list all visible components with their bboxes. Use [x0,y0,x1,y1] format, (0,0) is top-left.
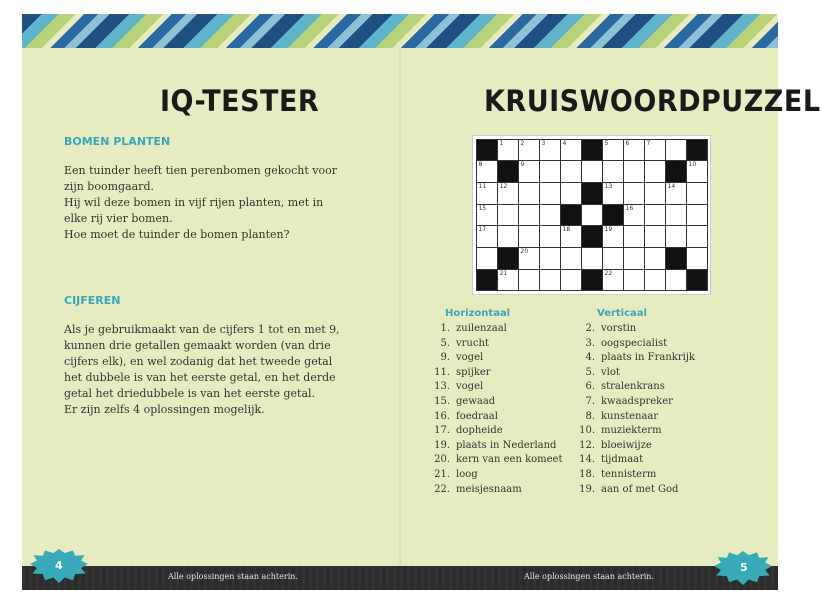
clue-number: 4. [585,352,595,364]
clue-item [430,483,562,498]
crossword-grid [473,136,710,294]
crossword-cell[interactable] [644,247,666,270]
crossword-cell[interactable] [497,139,519,162]
clue-text: foedraal [456,410,498,422]
crossword-cell[interactable] [686,225,708,248]
crossword-black-cell [476,139,498,162]
crossword-clue-number: 21 [499,269,508,277]
clue-text: dopheide [456,425,503,437]
clue-item [575,453,695,468]
crossword-cell[interactable] [623,182,645,205]
crossword-cell[interactable] [602,139,624,162]
text-line: Hoe moet de tuinder de bomen planten? [64,228,290,241]
crossword-clue-number: 17 [478,226,487,234]
clue-text: plaats in Frankrijk [601,352,695,364]
clue-text: gewaad [456,395,496,407]
clue-number: 20. [434,454,450,466]
clue-text: spijker [456,366,491,378]
clue-item [575,424,695,439]
crossword-cell[interactable] [476,225,498,248]
clue-text: aan of met God [601,483,679,495]
crossword-cell[interactable] [539,204,561,227]
clue-text: vlot [601,366,620,378]
crossword-clue-number: 15 [478,204,487,212]
clue-item [430,424,562,439]
crossword-black-cell [686,269,708,292]
clue-number: 11. [434,366,450,378]
crossword-cell[interactable] [560,139,582,162]
crossword-cell[interactable] [581,204,603,227]
text-line: zijn boomgaard. [64,180,154,193]
crossword-black-cell [560,204,582,227]
crossword-cell[interactable] [476,204,498,227]
page-footer-band [22,566,778,590]
text-line: Als je gebruikmaakt van de cijfers 1 tot en met 9, [64,323,340,336]
crossword-black-cell [581,225,603,248]
crossword-clue-number: 19 [604,226,613,234]
crossword-clue-number: 2 [520,139,525,147]
vertical-clues-heading: Verticaal [597,308,647,319]
clue-item [430,439,562,454]
crossword-cell[interactable] [518,269,540,292]
clue-text: kunstenaar [601,410,659,422]
clue-number: 18. [579,468,595,480]
clue-item [575,322,695,337]
vertical-clues-list [575,322,695,497]
crossword-cell[interactable] [665,182,687,205]
crossword-clue-number: 13 [604,182,613,190]
crossword-cell[interactable] [686,182,708,205]
crossword-clue-number: 6 [625,139,630,147]
crossword-clue-number: 16 [625,204,634,212]
clue-item [575,410,695,425]
crossword-cell[interactable] [602,225,624,248]
clue-item [430,337,562,352]
crossword-clue-number: 10 [688,161,697,169]
clue-number: 1. [440,323,450,334]
crossword-cell[interactable] [518,139,540,162]
clue-number: 19. [579,483,595,495]
section-heading-bomen-planten: BOMEN PLANTEN [64,135,171,148]
section-heading-cijferen: CIJFEREN [64,294,121,307]
crossword-clue-number: 3 [541,139,546,147]
clue-text: muziekterm [601,425,662,437]
horizontal-clues-heading: Horizontaal [445,308,511,319]
clue-item [430,351,562,366]
bomen-planten-text [64,163,337,243]
clue-text: zuilenzaal [456,323,507,334]
clue-item [430,380,562,395]
clue-text: vrucht [456,337,489,349]
crossword-clue-number: 12 [499,182,508,190]
text-line: Er zijn zelfs 4 oplossingen mogelijk. [64,403,265,416]
clue-item [575,439,695,454]
clue-number: 14. [579,454,595,466]
clue-item [430,322,562,337]
crossword-cell[interactable] [476,247,498,270]
clue-item [575,468,695,483]
crossword-cell[interactable] [644,225,666,248]
clue-number: 7. [585,395,595,407]
crossword-cell[interactable] [623,204,645,227]
crossword-cell[interactable] [560,160,582,183]
clue-text: tennisterm [601,468,657,480]
clue-text: stralenkrans [601,381,665,393]
clue-number: 16. [434,410,450,422]
crossword-cell[interactable] [539,139,561,162]
clue-item [430,395,562,410]
clue-number: 17. [434,425,450,437]
crossword-cell[interactable] [539,182,561,205]
clue-number: 5. [440,337,450,349]
crossword-black-cell [665,160,687,183]
text-line: cijfers elk), en wel zodanig dat het tweede getal [64,355,333,368]
crossword-cell[interactable] [602,160,624,183]
clue-number: 8. [585,410,595,422]
crossword-cell[interactable] [602,247,624,270]
text-line: kunnen drie getallen gemaakt worden (van drie [64,339,331,352]
crossword-cell[interactable] [644,160,666,183]
cijferen-text [64,322,340,418]
clue-item [575,337,695,352]
page-number-right: 5 [740,561,748,574]
crossword-cell[interactable] [623,269,645,292]
crossword-cell[interactable] [581,247,603,270]
crossword-black-cell [581,269,603,292]
text-line: elke rij vier bomen. [64,212,173,225]
crossword-cell[interactable] [497,269,519,292]
clue-text: loog [456,468,478,480]
crossword-cell[interactable] [665,139,687,162]
crossword-black-cell [497,160,519,183]
crossword-black-cell [497,247,519,270]
clue-text: vogel [456,352,484,364]
clue-text: kern van een komeet [456,454,563,466]
clue-text: oogspecialist [601,337,668,349]
crossword-cell[interactable] [623,160,645,183]
crossword-clue-number: 7 [646,139,651,147]
crossword-clue-number: 20 [520,247,529,255]
clue-item [430,410,562,425]
crossword-cell[interactable] [518,160,540,183]
crossword-black-cell [581,182,603,205]
crossword-cell[interactable] [644,139,666,162]
page-gutter [399,48,401,566]
crossword-clue-number: 8 [478,161,483,169]
crossword-cell[interactable] [539,269,561,292]
clue-number: 19. [434,439,450,451]
crossword-clue-number: 18 [562,226,571,234]
clue-number: 13. [434,381,450,393]
left-page-title: IQ-TESTER [160,84,320,119]
crossword-cell[interactable] [602,182,624,205]
clue-text: bloeiwijze [601,439,652,451]
crossword-black-cell [686,139,708,162]
crossword-cell[interactable] [602,269,624,292]
clue-item [430,453,562,468]
crossword-clue-number: 9 [520,161,525,169]
crossword-black-cell [476,269,498,292]
crossword-clue-number: 5 [604,139,609,147]
crossword-cell[interactable] [665,204,687,227]
clue-text: plaats in Nederland [456,439,557,451]
crossword-cell[interactable] [623,225,645,248]
crossword-clue-number: 14 [667,182,676,190]
clue-number: 22. [434,483,450,495]
crossword-cell[interactable] [497,182,519,205]
crossword-cell[interactable] [539,247,561,270]
text-line: Hij wil deze bomen in vijf rijen planten, met in [64,196,324,209]
crossword-black-cell [665,247,687,270]
crossword-cell[interactable] [686,247,708,270]
crossword-cell[interactable] [560,269,582,292]
right-footer-text: Alle oplossingen staan achterin. [524,572,654,581]
crossword-cell[interactable] [623,247,645,270]
crossword-cell[interactable] [644,269,666,292]
crossword-black-cell [581,139,603,162]
clue-item [575,380,695,395]
page-number-left: 4 [55,559,63,572]
clue-number: 12. [579,439,595,451]
crossword-cell[interactable] [518,182,540,205]
crossword-cell[interactable] [476,160,498,183]
clue-text: vogel [456,381,484,393]
crossword-cell[interactable] [518,247,540,270]
crossword-clue-number: 1 [499,139,504,147]
crossword-cell[interactable] [623,139,645,162]
clue-item [575,366,695,381]
crossword-cell[interactable] [581,160,603,183]
clue-number: 21. [434,468,450,480]
left-footer-text: Alle oplossingen staan achterin. [168,572,298,581]
crossword-cell[interactable] [686,204,708,227]
crossword-clue-number: 4 [562,139,567,147]
crossword-clue-number: 11 [478,182,487,190]
crossword-cell[interactable] [686,160,708,183]
clue-number: 2. [585,323,595,334]
clue-text: meisjesnaam [456,483,522,495]
clue-text: tijdmaat [601,454,644,466]
clue-item [575,395,695,410]
crossword-black-cell [602,204,624,227]
crossword-cell[interactable] [539,160,561,183]
clue-item [430,366,562,381]
clue-item [575,483,695,498]
crossword-cell[interactable] [665,225,687,248]
clue-number: 5. [585,366,595,378]
crossword-cell[interactable] [518,225,540,248]
crossword-cell[interactable] [560,225,582,248]
clue-number: 3. [585,337,595,349]
clue-item [575,351,695,366]
crossword-cell[interactable] [476,182,498,205]
clue-number: 10. [579,425,595,437]
right-page-title: KRUISWOORDPUZZEL [484,84,821,119]
clue-number: 9. [440,352,450,364]
clue-number: 6. [585,381,595,393]
crossword-cell[interactable] [497,225,519,248]
book-spread [22,14,821,590]
crossword-cell[interactable] [560,247,582,270]
clue-text: kwaadspreker [601,395,673,407]
crossword-cell[interactable] [560,182,582,205]
text-line: Een tuinder heeft tien perenbomen gekocht voor [64,164,337,177]
text-line: het dubbele is van het eerste getal, en het derde [64,371,336,384]
crossword-cell[interactable] [518,204,540,227]
horizontal-clues-list [430,322,562,497]
crossword-cell[interactable] [665,269,687,292]
clue-item [430,468,562,483]
decorative-stripe-banner [22,14,778,48]
crossword-cell[interactable] [644,204,666,227]
text-line: getal het driedubbele is van het eerste getal. [64,387,316,400]
crossword-cell[interactable] [497,204,519,227]
crossword-clue-number: 22 [604,269,613,277]
crossword-cell[interactable] [539,225,561,248]
clue-number: 15. [434,395,450,407]
clue-text: vorstin [601,323,637,334]
crossword-cell[interactable] [644,182,666,205]
